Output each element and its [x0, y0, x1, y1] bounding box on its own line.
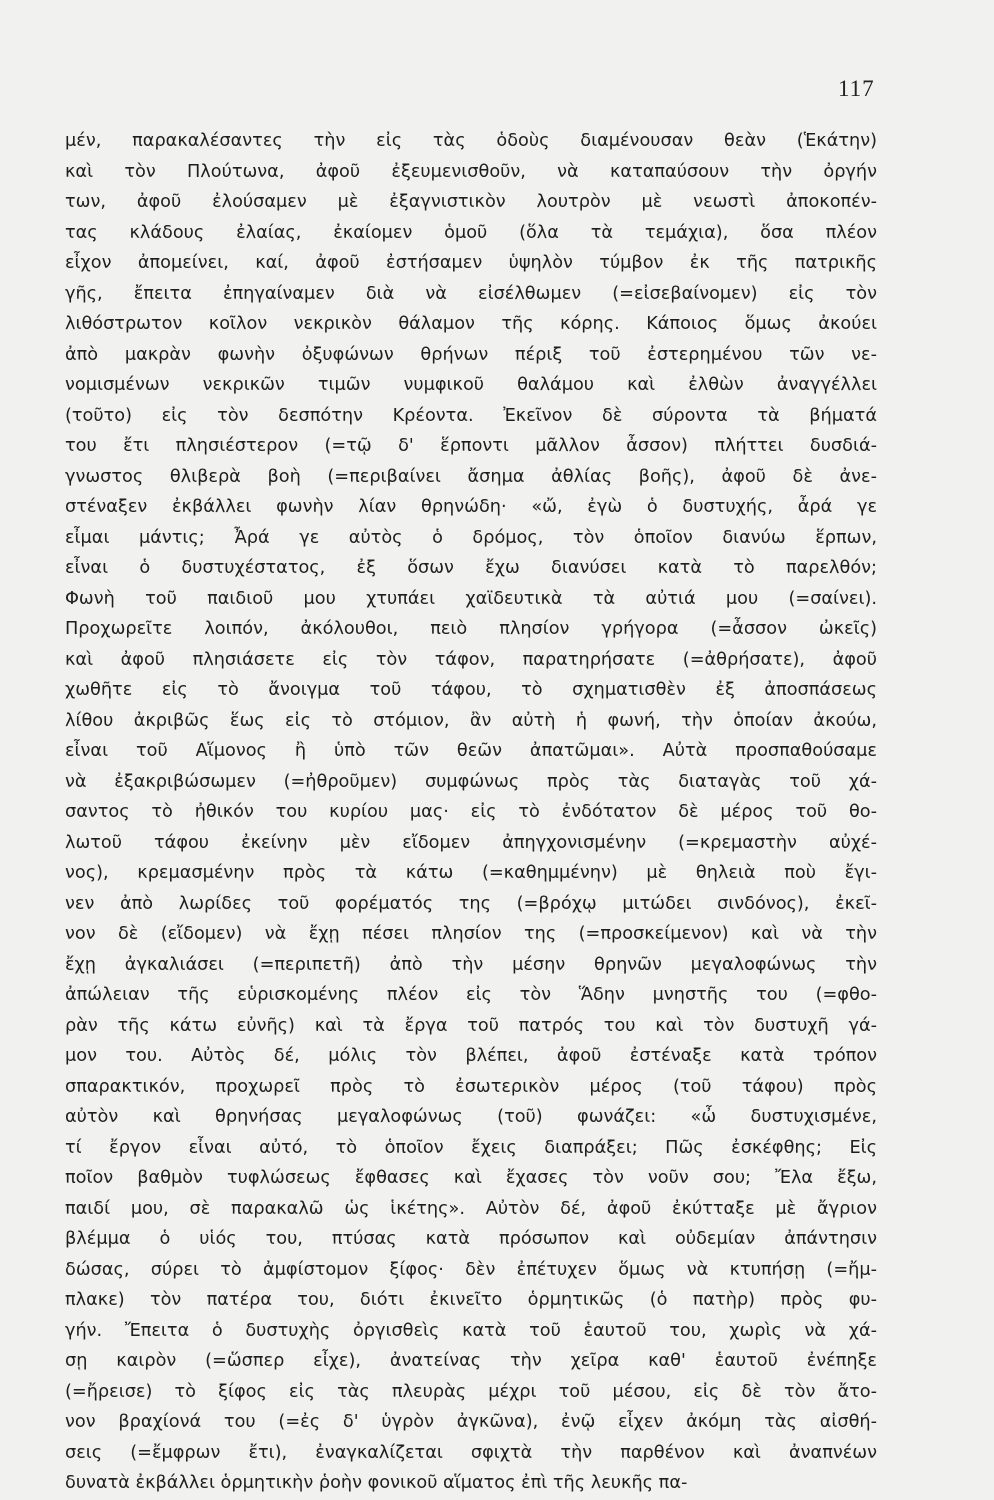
- text-line: τας κλάδους ἐλαίας, ἐκαίομεν ὁμοῦ (ὅλα τὰ τεμάχια), ὅσα πλέον: [65, 222, 877, 243]
- text-line: του ἔτι πλησιέστερον (=τῷ δ' ἕρποντι μᾶλλον ἆσσον) πλήττει δυσδιά-: [65, 436, 877, 456]
- text-line: καὶ τὸν Πλούτωνα, ἀφοῦ ἐξευμενισθοῦν, νὰ καταπαύσουν τὴν ὀργήν: [65, 161, 877, 182]
- text-line: πλακε) τὸν πατέρα του, διότι ἐκινεῖτο ὁρμητικῶς (ὁ πατὴρ) πρὸς φυ-: [65, 1290, 877, 1310]
- text-line: των, ἀφοῦ ἐλούσαμεν μὲ ἐξαγνιστικὸν λουτρὸν μὲ νεωστὶ ἀποκοπέν-: [65, 192, 877, 212]
- text-line: ἀπὸ μακρὰν φωνὴν ὀξυφώνων θρήνων πέριξ τοῦ ἐστερημένου τῶν νε-: [65, 344, 877, 365]
- text-line: νομισμένων νεκρικῶν τιμῶν νυμφικοῦ θαλάμου καὶ ἐλθὼν ἀναγγέλλει: [65, 375, 877, 395]
- text-line: λιθόστρωτον κοῖλον νεκρικὸν θάλαμον τῆς κόρης. Κάποιος ὅμως ἀκούει: [65, 314, 877, 334]
- text-line: σπαρακτικόν, προχωρεῖ πρὸς τὸ ἐσωτερικὸν μέρος (τοῦ τάφου) πρὸς: [65, 1076, 877, 1097]
- text-line: λίθου ἀκριβῶς ἕως εἰς τὸ στόμιον, ἂν αὐτὴ ἡ φωνή, τὴν ὁποίαν ἀκούω,: [65, 710, 877, 731]
- text-line: ἀπώλειαν τῆς εὑρισκομένης πλέον εἰς τὸν Ἅδην μνηστῆς του (=φθο-: [65, 985, 877, 1005]
- text-line: παιδί μου, σὲ παρακαλῶ ὡς ἱκέτης». Αὐτὸν δέ, ἀφοῦ ἐκύτταξε μὲ ἄγριον: [65, 1198, 877, 1219]
- text-line: γῆς, ἔπειτα ἐπηγαίναμεν διὰ νὰ εἰσέλθωμεν (=εἰσεβαίνομεν) εἰς τὸν: [65, 283, 877, 304]
- text-line: τί ἔργον εἶναι αὐτό, τὸ ὁποῖον ἔχεις διαπράξει; Πῶς ἐσκέφθης; Εἰς: [65, 1137, 877, 1158]
- text-line: σῃ καιρὸν (=ὥσπερ εἶχε), ἀνατείνας τὴν χεῖρα καθ' ἑαυτοῦ ἐνέπηξε: [65, 1351, 877, 1371]
- text-line: ποῖον βαθμὸν τυφλώσεως ἔφθασες καὶ ἔχασες τὸν νοῦν σου; Ἔλα ἔξω,: [65, 1168, 877, 1188]
- text-line: νον βραχίονά του (=ἐς δ' ὑγρὸν ἀγκῶνα), ἐνῷ εἶχεν ἀκόμη τὰς αἰσθή-: [65, 1412, 877, 1432]
- text-line: βλέμμα ὁ υἱός του, πτύσας κατὰ πρόσωπον καὶ οὐδεμίαν ἀπάντησιν: [65, 1229, 877, 1249]
- text-line: καὶ ἀφοῦ πλησιάσετε εἰς τὸν τάφον, παρατηρήσατε (=ἀθρήσατε), ἀφοῦ: [65, 649, 877, 670]
- text-line: νὰ ἐξακριβώσωμεν (=ἠθροῦμεν) συμφώνως πρὸς τὰς διαταγὰς τοῦ χά-: [65, 771, 877, 792]
- text-line: σαντος τὸ ἠθικόν του κυρίου μας· εἰς τὸ ἐνδότατον δὲ μέρος τοῦ θο-: [65, 802, 877, 822]
- text-line: (τοῦτο) εἰς τὸν δεσπότην Κρέοντα. Ἐκεῖνον δὲ σύροντα τὰ βήματά: [65, 405, 877, 426]
- text-line: εἶμαι μάντις; Ἆρά γε αὐτὸς ὁ δρόμος, τὸν ὁποῖον διανύω ἕρπων,: [65, 527, 877, 548]
- text-line: ρὰν τῆς κάτω εὐνῆς) καὶ τὰ ἔργα τοῦ πατρός του καὶ τὸν δυστυχῆ γά-: [65, 1015, 877, 1036]
- text-line: Προχωρεῖτε λοιπόν, ἀκόλουθοι, πειὸ πλησίον γρήγορα (=ἆσσον ὠκεῖς): [65, 619, 877, 639]
- text-line: αὐτὸν καὶ θρηνήσας μεγαλοφώνως (τοῦ) φωνάζει: «ὦ δυστυχισμένε,: [65, 1107, 877, 1127]
- text-line: εἶναι τοῦ Αἵμονος ἢ ὑπὸ τῶν θεῶν ἀπατῶμαι». Αὐτὰ προσπαθούσαμε: [65, 741, 877, 761]
- text-line: μέν, παρακαλέσαντες τὴν εἰς τὰς ὁδοὺς διαμένουσαν θεὰν (Ἑκάτην): [65, 131, 877, 151]
- text-line: νον δὲ (εἴδομεν) νὰ ἔχῃ πέσει πλησίον της (=προσκείμενον) καὶ νὰ τὴν: [65, 924, 877, 944]
- text-line: νεν ἀπὸ λωρίδες τοῦ φορέματός της (=βρόχῳ μιτώδει σινδόνος), ἐκεῖ-: [65, 893, 877, 914]
- text-line: γήν. Ἔπειτα ὁ δυστυχὴς ὀργισθεὶς κατὰ τοῦ ἑαυτοῦ του, χωρὶς νὰ χά-: [65, 1320, 877, 1341]
- text-line: χωθῆτε εἰς τὸ ἄνοιγμα τοῦ τάφου, τὸ σχηματισθὲν ἐξ ἀποσπάσεως: [65, 680, 877, 700]
- text-line: (=ἤρεισε) τὸ ξίφος εἰς τὰς πλευρὰς μέχρι τοῦ μέσου, εἰς δὲ τὸν ἄτο-: [65, 1381, 877, 1402]
- text-line: γνωστος θλιβερὰ βοὴ (=περιβαίνει ἄσημα ἀθλίας βοῆς), ἀφοῦ δὲ ἀνε-: [65, 466, 877, 487]
- text-line: δώσας, σύρει τὸ ἀμφίστομον ξίφος· δὲν ἐπέτυχεν ὅμως νὰ κτυπήσῃ (=ἤμ-: [65, 1259, 877, 1280]
- text-line: λωτοῦ τάφου ἐκείνην μὲν εἴδομεν ἀπηγχονισμένην (=κρεμαστὴν αὐχέ-: [65, 832, 877, 853]
- text-line: σεις (=ἔμφρων ἔτι), ἐναγκαλίζεται σφιχτὰ τὴν παρθένον καὶ ἀναπνέων: [65, 1442, 877, 1463]
- text-line: νος), κρεμασμένην πρὸς τὰ κάτω (=καθημμένην) μὲ θηλειὰ ποὺ ἔγι-: [65, 863, 877, 883]
- text-line: μον του. Αὐτὸς δέ, μόλις τὸν βλέπει, ἀφοῦ ἐστέναξε κατὰ τρόπον: [65, 1046, 877, 1066]
- text-line: εἶχον ἀπομείνει, καί, ἀφοῦ ἐστήσαμεν ὑψηλὸν τύμβον ἐκ τῆς πατρικῆς: [65, 253, 877, 273]
- text-line: στέναξεν ἐκβάλλει φωνὴν λίαν θρηνώδη· «ὤ, ἐγὼ ὁ δυστυχής, ἆρά γε: [65, 497, 877, 517]
- body-text: [65, 126, 877, 1499]
- text-line: δυνατὰ ἐκβάλλει ὁρμητικὴν ῥοὴν φονικοῦ αἵματος ἐπὶ τῆς λευκῆς πα-: [65, 1473, 688, 1493]
- text-line: Φωνὴ τοῦ παιδιοῦ μου χτυπάει χαϊδευτικὰ τὰ αὐτιά μου (=σαίνει).: [65, 588, 877, 609]
- text-line: εἶναι ὁ δυστυχέστατος, ἐξ ὅσων ἔχω διανύσει κατὰ τὸ παρελθόν;: [65, 558, 877, 578]
- text-line: ἔχῃ ἀγκαλιάσει (=περιπετῆ) ἀπὸ τὴν μέσην θρηνῶν μεγαλοφώνως τὴν: [65, 954, 877, 975]
- page-number: 117: [838, 76, 875, 101]
